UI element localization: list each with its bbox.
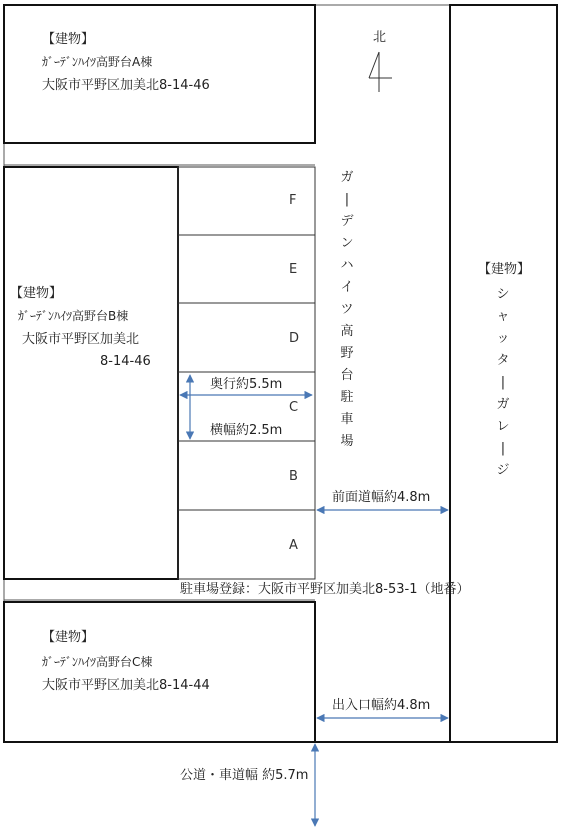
building-right-name-char: レ (496, 419, 510, 434)
parking-name-char: 車 (340, 412, 354, 427)
building-c-tag: 【建物】 (42, 630, 95, 645)
building-c-address: 大阪市平野区加美北8-14-44 (42, 678, 210, 693)
building-right-name-char: ジ (496, 463, 510, 478)
front-road-width-label: 前面道幅約4.8m (332, 490, 431, 505)
building-right-name-char: ッ (496, 331, 510, 346)
slot-label-d: D (289, 331, 300, 346)
building-right-name-char: タ (496, 353, 510, 368)
building-right-name-char: | (500, 441, 506, 456)
parking-name-char: 駐 (340, 390, 354, 405)
public-road-width-label: 公道・車道幅 約5.7m (180, 768, 309, 783)
building-c-name: ｶﾞｰﾃﾞﾝﾊｲﾂ高野台C棟 (42, 655, 153, 669)
parking-name-char: ガ (340, 170, 354, 185)
parking-slots-grid (178, 167, 315, 579)
parking-registration-text: 駐車場登録：大阪市平野区加美北8-53-1（地番） (180, 582, 470, 597)
building-right-name-char: シ (496, 287, 510, 302)
building-right-name-char: ガ (496, 397, 510, 412)
parking-name-char: 台 (340, 368, 354, 383)
parking-name-char: ン (340, 236, 354, 251)
building-b-address-line1: 大阪市平野区加美北 (22, 332, 140, 347)
parking-name-char: ツ (340, 302, 354, 317)
parking-name-char: 場 (340, 434, 354, 449)
building-right-name-char: ャ (496, 309, 510, 324)
slot-label-e: E (289, 262, 298, 277)
parking-name-char: | (344, 192, 350, 207)
parking-lot-name-vertical (339, 167, 355, 453)
parking-name-char: デ (340, 214, 354, 229)
building-a-address: 大阪市平野区加美北8-14-46 (42, 78, 210, 93)
building-a-tag: 【建物】 (42, 32, 95, 47)
parking-name-char: イ (340, 280, 354, 295)
building-a-name: ｶﾞｰﾃﾞﾝﾊｲﾂ高野台A棟 (42, 55, 153, 69)
building-b-address-line2: 8-14-46 (100, 354, 151, 369)
building-a-outline (4, 5, 315, 143)
building-c-outline (4, 602, 315, 742)
slot-label-a: A (289, 538, 298, 553)
width-label: 横幅約2.5m (210, 423, 283, 438)
building-right-tag: 【建物】 (478, 262, 531, 277)
slot-label-f: F (289, 193, 297, 208)
parking-name-char: 高 (340, 324, 354, 339)
slot-label-c: C (289, 400, 299, 415)
building-b-name: ｶﾞｰﾃﾞﾝﾊｲﾂ高野台B棟 (18, 309, 129, 323)
depth-label: 奥行約5.5m (210, 377, 283, 392)
north-label: 北 (373, 30, 387, 45)
building-right-name-char: | (500, 375, 506, 390)
parking-name-char: ハ (340, 258, 354, 273)
north-arrow-icon (369, 52, 392, 92)
entrance-width-label: 出入口幅約4.8m (332, 698, 431, 713)
building-b-tag: 【建物】 (10, 286, 63, 301)
slot-label-b: B (289, 469, 298, 484)
parking-name-char: 野 (340, 346, 354, 361)
building-right-name-vertical (495, 284, 511, 482)
building-b-outline (4, 167, 178, 579)
